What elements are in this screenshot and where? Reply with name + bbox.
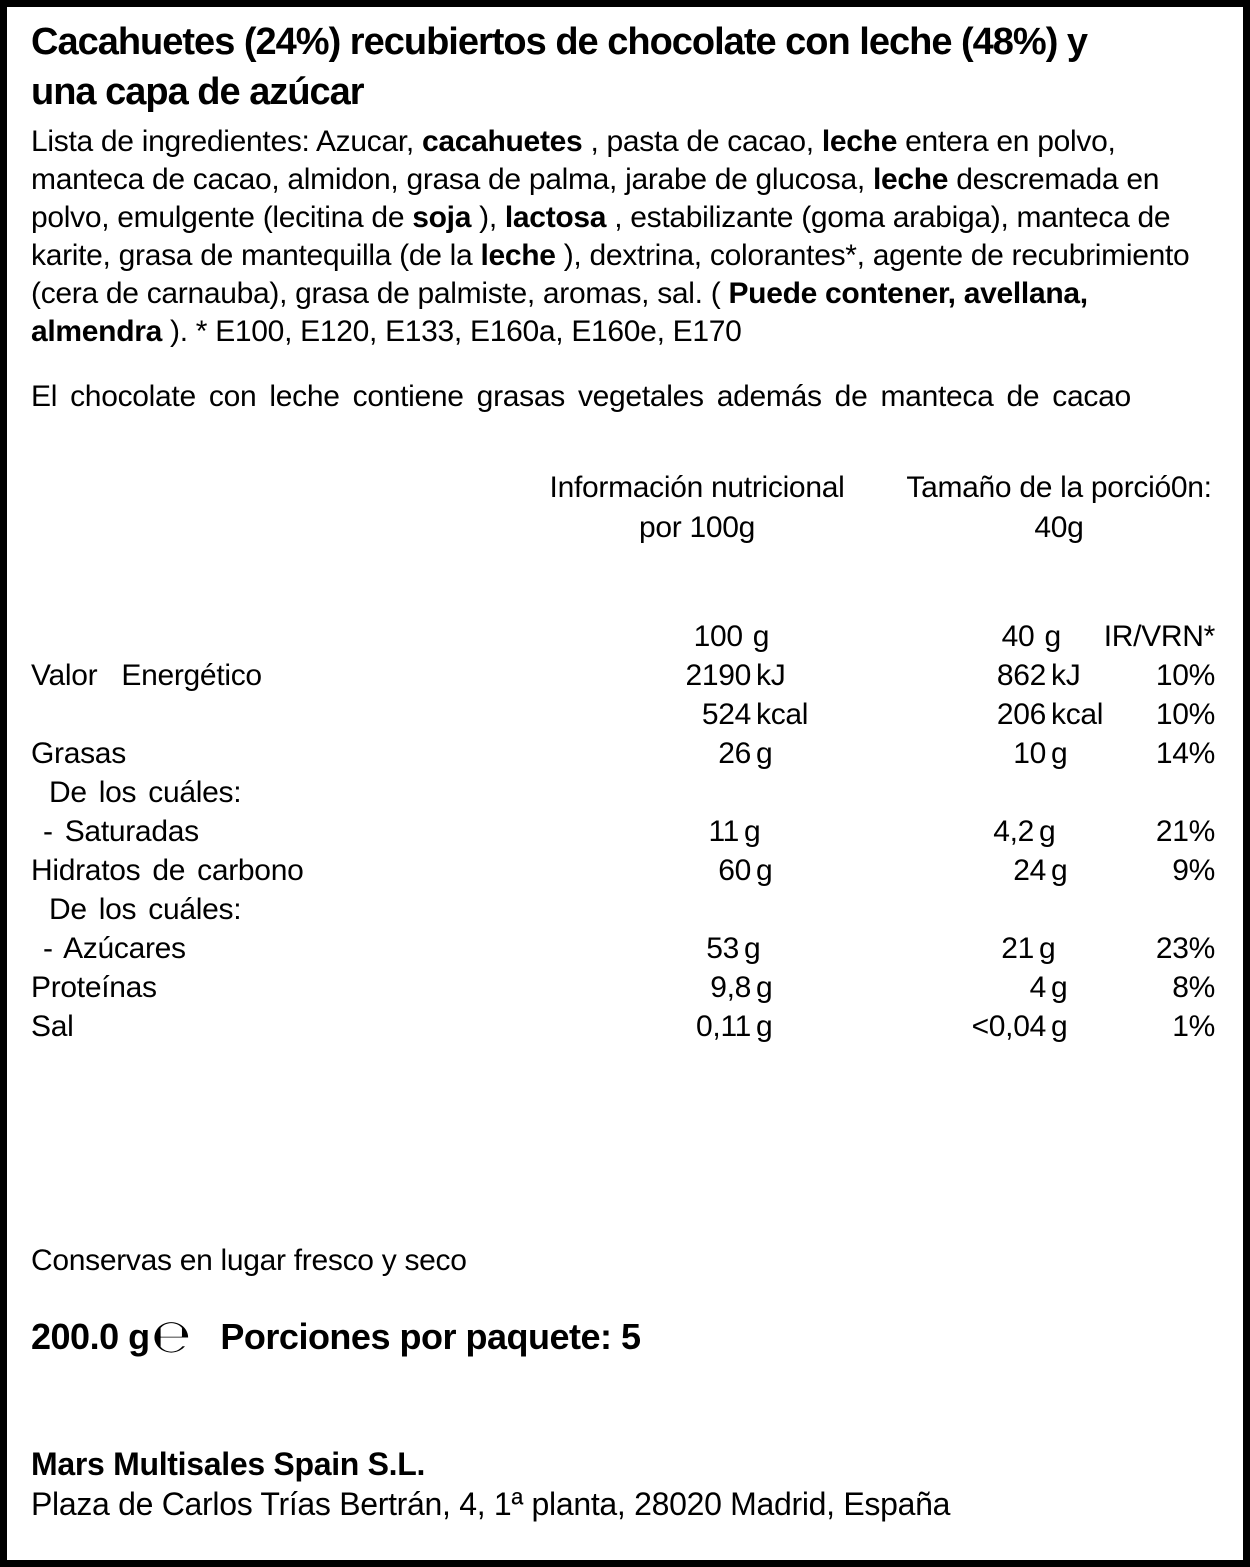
nutrition-table-header [7, 468, 1243, 553]
nutrient-label: Valor Energético [31, 659, 262, 692]
value-per-40g: 40 [1001, 620, 1035, 653]
value-per-40g: 10 [1013, 737, 1046, 770]
nutrient-label: - Azúcares [43, 932, 186, 965]
serving-size-title: Tamaño de la porció0n: [906, 471, 1212, 504]
unit-per-40g: kJ [1051, 659, 1081, 692]
nutrient-label: De los cuáles: [49, 776, 242, 809]
unit-per-100g [733, 890, 823, 929]
unit-per-40g: g [1044, 620, 1061, 653]
per-100g-subtitle: por 100g [638, 511, 756, 544]
storage-note: Conservas en lugar fresco y seco [31, 1244, 467, 1277]
value-per-100g: 26 [718, 737, 751, 770]
unit-per-40g: kcal [1051, 698, 1104, 731]
unit-per-100g: kcal [756, 698, 809, 731]
value-per-100g [453, 773, 733, 812]
unit-per-40g: g [1039, 815, 1056, 848]
daily-value-percent: 10% [1155, 659, 1215, 692]
daily-value-percent: 8% [1172, 971, 1215, 1004]
unit-per-40g: g [1051, 737, 1068, 770]
ingredient-segment: Lista de ingredientes: Azucar, [31, 125, 422, 158]
serving-size-column-header [906, 468, 1211, 548]
value-per-40g: 24 [1013, 854, 1046, 887]
ingredient-segment: entera en polvo, manteca de cacao, almidon, grasa de palma, jarabe de glucosa, [31, 125, 1116, 196]
allergen-emphasis: leche [821, 125, 898, 158]
nutrition-row-saturates [7, 812, 1243, 851]
per-100g-column-header [550, 468, 845, 548]
ingredient-segment: , pasta de cacao, [582, 125, 822, 158]
nutrition-row-sugars [7, 929, 1243, 968]
value-per-40g: 21 [1001, 932, 1034, 965]
product-title [31, 17, 1243, 117]
serving-size-value: 40g [1034, 511, 1084, 544]
allergen-emphasis: leche [480, 239, 556, 272]
value-per-40g: 4,2 [993, 815, 1034, 848]
nutrition-table [7, 617, 1243, 1046]
unit-per-40g: g [1051, 854, 1068, 887]
value-per-100g: 60 [718, 854, 751, 887]
value-per-100g: 100 [693, 620, 743, 653]
nutrient-label: Hidratos de carbono [31, 854, 304, 887]
nutrition-info-title: Información nutricional [549, 471, 845, 504]
nutrient-label: Proteínas [31, 971, 157, 1004]
allergen-emphasis: soja [412, 201, 472, 234]
value-per-100g: 11 [708, 815, 739, 848]
nutrition-row-carbohydrate [7, 851, 1243, 890]
nutrition-row-of-which-fat [7, 773, 1243, 812]
nutrient-label: De los cuáles: [49, 893, 242, 926]
allergen-emphasis: Puede contener, avellana, almendra [31, 277, 1088, 348]
nutrition-row-of-which-carbs [7, 890, 1243, 929]
nutrition-row-protein [7, 968, 1243, 1007]
value-per-100g: 2190 [685, 659, 751, 692]
daily-value-percent [1098, 890, 1215, 929]
value-per-40g: <0,04 [971, 1010, 1046, 1043]
unit-per-100g: g [744, 932, 761, 965]
value-per-40g: 206 [996, 698, 1046, 731]
unit-per-100g [733, 773, 823, 812]
nutrition-column-units-row [7, 617, 1243, 656]
ingredient-segment: ). * E100, E120, E133, E160a, E160e, E170 [162, 315, 742, 348]
nutrient-label [31, 617, 466, 656]
nutrient-label: Grasas [31, 737, 126, 770]
daily-value-percent: 21% [1155, 815, 1215, 848]
manufacturer-name: Mars Multisales Spain S.L. [31, 1446, 426, 1482]
net-weight: 200.0 g [31, 1316, 150, 1357]
value-per-40g [823, 773, 1028, 812]
unit-per-100g: g [752, 620, 770, 653]
allergen-emphasis: lactosa [504, 201, 607, 234]
daily-value-percent: 23% [1155, 932, 1215, 965]
daily-value-header: IR/VRN* [1103, 620, 1215, 653]
product-title-line2: una capa de azúcar [31, 71, 364, 113]
nutrition-row-energy-kcal [7, 695, 1243, 734]
unit-per-40g: g [1051, 971, 1068, 1004]
value-per-40g: 4 [1029, 971, 1046, 1004]
ingredient-segment: descremada en polvo, emulgente (lecitina de [31, 163, 1160, 234]
unit-per-40g: g [1051, 1010, 1068, 1043]
nutrition-row-fat [7, 734, 1243, 773]
ingredient-segment: ), dextrina, colorantes*, agente de recubrimiento (cera de carnauba), grasa de palmiste, aromas, sal. ( [31, 239, 1190, 310]
portions-per-pack: Porciones por paquete: 5 [220, 1316, 641, 1357]
value-per-40g [823, 890, 1028, 929]
value-per-100g [453, 890, 733, 929]
product-title-line1: Cacahuetes (24%) recubiertos de chocolate con leche (48%) y [31, 21, 1088, 63]
unit-per-100g: g [756, 1010, 773, 1043]
nutrient-label [31, 695, 471, 734]
nutrition-row-salt [7, 1007, 1243, 1046]
ingredient-segment: , estabilizante (goma arabiga), manteca de karite, grasa de mantequilla (de la [31, 201, 1171, 272]
daily-value-percent: 10% [1155, 698, 1215, 731]
unit-per-40g: g [1039, 932, 1056, 965]
unit-per-40g [1028, 890, 1098, 929]
nutrient-label: - Saturadas [43, 815, 199, 848]
vegetable-fats-note: El chocolate con leche contiene grasas vegetales además de manteca de cacao [31, 380, 1131, 413]
allergen-emphasis: leche [872, 163, 949, 196]
daily-value-percent: 9% [1172, 854, 1215, 887]
value-per-100g: 9,8 [710, 971, 751, 1004]
unit-per-100g: g [756, 737, 773, 770]
value-per-100g: 524 [701, 698, 751, 731]
ingredient-segment: ), [471, 201, 505, 234]
ingredients-paragraph [31, 123, 1191, 351]
daily-value-percent: 14% [1155, 737, 1215, 770]
daily-value-percent [1098, 773, 1215, 812]
value-per-100g: 0,11 [696, 1010, 751, 1043]
unit-per-40g [1028, 773, 1098, 812]
net-weight-line: 200.0 g ℮ Porciones por paquete: 5 [31, 1309, 641, 1363]
value-per-40g: 862 [996, 659, 1046, 692]
value-per-100g: 53 [706, 932, 739, 965]
unit-per-100g: g [756, 854, 773, 887]
unit-per-100g: kJ [756, 659, 786, 692]
unit-per-100g: g [756, 971, 773, 1004]
allergen-emphasis: cacahuetes [421, 125, 583, 158]
nutrient-label: Sal [31, 1010, 74, 1043]
nutrition-row-energy-kj [7, 656, 1243, 695]
unit-per-100g: g [744, 815, 761, 848]
daily-value-percent: 1% [1172, 1010, 1215, 1043]
manufacturer-address: Plaza de Carlos Trías Bertrán, 4, 1ª planta, 28020 Madrid, España [31, 1486, 951, 1522]
